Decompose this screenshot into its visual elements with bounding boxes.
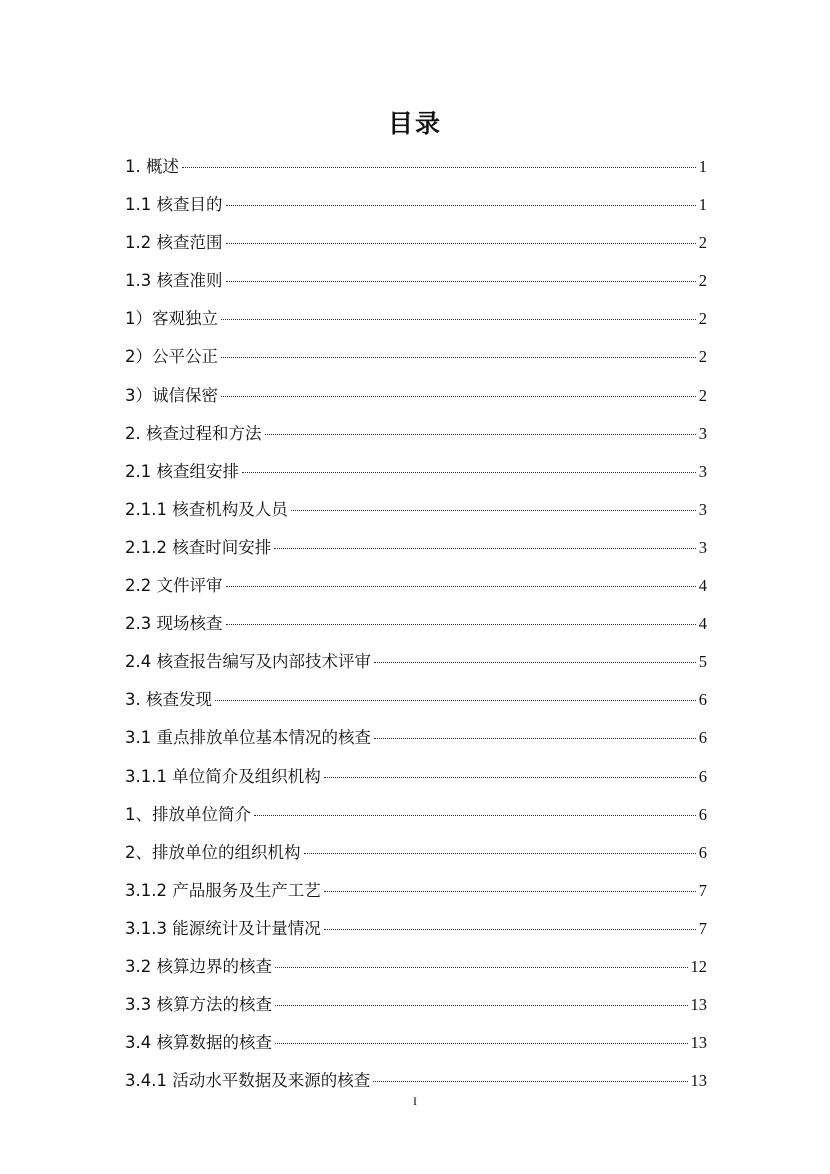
toc-leader-dots	[374, 662, 696, 663]
toc-entry-page: 1	[698, 157, 707, 176]
toc-entry-label: 2）公平公正	[125, 347, 218, 367]
toc-leader-dots	[304, 853, 696, 854]
toc-entry[interactable]	[125, 340, 707, 378]
toc-leader-dots	[324, 929, 696, 930]
toc-leader-dots	[291, 510, 696, 511]
toc-entry-page: 3	[698, 461, 707, 481]
toc-entry[interactable]	[125, 264, 707, 302]
toc-entry-label: 1、排放单位简介	[125, 804, 251, 824]
toc-entry-label: 1.2 核查范围	[125, 233, 223, 253]
toc-entry-label: 1.1 核查目的	[125, 195, 223, 215]
toc-entry[interactable]	[125, 493, 707, 531]
toc-leader-dots	[221, 319, 696, 320]
toc-entry-label: 2.4 核查报告编写及内部技术评审	[125, 652, 371, 672]
toc-entry[interactable]	[125, 874, 707, 912]
toc-entry-label: 2.1 核查组安排	[125, 461, 239, 481]
toc-entry-label: 2、排放单位的组织机构	[125, 842, 301, 862]
toc-entry-page: 3	[698, 499, 707, 519]
toc-entry-page: 1	[698, 195, 707, 215]
toc-entry-label: 2. 核查过程和方法	[125, 423, 262, 443]
toc-entry[interactable]	[125, 607, 707, 645]
toc-entry-page: 2	[698, 309, 707, 329]
toc-entry[interactable]	[125, 188, 707, 226]
toc-entry[interactable]	[125, 645, 707, 683]
toc-entry-page: 2	[698, 385, 707, 405]
toc-leader-dots	[215, 700, 696, 701]
toc-entry-label: 3.2 核算边界的核查	[125, 956, 272, 976]
toc-entry[interactable]	[125, 798, 707, 836]
toc-entry-label: 2.1.2 核查时间安排	[125, 537, 272, 557]
toc-entry-page: 4	[698, 614, 707, 634]
toc-entry-label: 3.4.1 活动水平数据及来源的核查	[125, 1071, 371, 1091]
toc-leader-dots	[324, 891, 696, 892]
toc-leader-dots	[373, 1081, 687, 1082]
toc-entry-page: 6	[698, 766, 707, 786]
toc-entry[interactable]	[125, 379, 707, 417]
toc-entry-page: 12	[690, 956, 707, 976]
toc-entry-page: 6	[698, 728, 707, 748]
toc-entry-page: 2	[698, 233, 707, 253]
toc-entry[interactable]	[125, 760, 707, 798]
toc-leader-dots	[274, 548, 696, 549]
toc-entry[interactable]	[125, 950, 707, 988]
toc-entry-label: 1. 概述	[125, 157, 179, 176]
toc-leader-dots	[324, 777, 696, 778]
toc-list	[125, 150, 707, 1102]
toc-entry-page: 7	[698, 880, 707, 900]
toc-leader-dots	[221, 396, 696, 397]
toc-entry[interactable]	[125, 226, 707, 264]
toc-entry-label: 3.1.1 单位简介及组织机构	[125, 766, 321, 786]
toc-title: 目录	[387, 109, 442, 138]
toc-entry[interactable]	[125, 417, 707, 455]
toc-entry-page: 3	[698, 537, 707, 557]
toc-entry-page: 4	[698, 576, 707, 596]
toc-entry-page: 6	[698, 842, 707, 862]
toc-leader-dots	[275, 1043, 688, 1044]
toc-entry-label: 3.1.2 产品服务及生产工艺	[125, 880, 321, 900]
toc-leader-dots	[265, 434, 696, 435]
toc-entry[interactable]	[125, 988, 707, 1026]
toc-entry[interactable]	[125, 836, 707, 874]
toc-entry-label: 2.2 文件评审	[125, 576, 223, 596]
toc-leader-dots	[221, 357, 696, 358]
toc-entry-label: 3.1.3 能源统计及计量情况	[125, 918, 321, 938]
toc-leader-dots	[275, 1005, 688, 1006]
toc-entry-page: 2	[698, 347, 707, 367]
toc-entry-label: 3.4 核算数据的核查	[125, 1033, 272, 1053]
toc-entry-label: 3.1 重点排放单位基本情况的核查	[125, 728, 371, 748]
toc-entry[interactable]	[125, 150, 707, 188]
toc-entry[interactable]	[125, 455, 707, 493]
toc-leader-dots	[226, 281, 696, 282]
toc-entry-page: 2	[698, 271, 707, 291]
toc-entry[interactable]	[125, 302, 707, 340]
toc-leader-dots	[226, 624, 696, 625]
toc-entry[interactable]	[125, 721, 707, 759]
toc-leader-dots	[226, 586, 696, 587]
toc-entry-label: 2.3 现场核查	[125, 614, 223, 634]
toc-leader-dots	[226, 243, 696, 244]
toc-entry-label: 2.1.1 核查机构及人员	[125, 499, 288, 519]
toc-entry-label: 1）客观独立	[125, 309, 218, 329]
toc-entry-label: 1.3 核查准则	[125, 271, 223, 291]
toc-entry-page: 6	[698, 690, 707, 710]
footer-page-number: I	[413, 1094, 417, 1108]
toc-leader-dots	[182, 167, 696, 168]
toc-leader-dots	[254, 815, 696, 816]
toc-entry-page: 13	[690, 995, 707, 1015]
toc-entry-page: 13	[690, 1071, 707, 1091]
toc-entry[interactable]	[125, 1026, 707, 1064]
toc-entry[interactable]	[125, 569, 707, 607]
toc-leader-dots	[242, 472, 696, 473]
toc-leader-dots	[275, 967, 688, 968]
toc-entry-label: 3）诚信保密	[125, 385, 218, 405]
toc-entry[interactable]	[125, 683, 707, 721]
toc-entry[interactable]	[125, 531, 707, 569]
toc-entry-label: 3. 核查发现	[125, 690, 212, 710]
toc-leader-dots	[226, 205, 696, 206]
toc-entry-page: 13	[690, 1033, 707, 1053]
toc-entry-label: 3.3 核算方法的核查	[125, 995, 272, 1015]
toc-entry-page: 7	[698, 918, 707, 938]
toc-entry-page: 5	[698, 652, 707, 672]
toc-entry-page: 3	[698, 423, 707, 443]
toc-entry[interactable]	[125, 912, 707, 950]
toc-leader-dots	[374, 738, 696, 739]
toc-entry-page: 6	[698, 804, 707, 824]
